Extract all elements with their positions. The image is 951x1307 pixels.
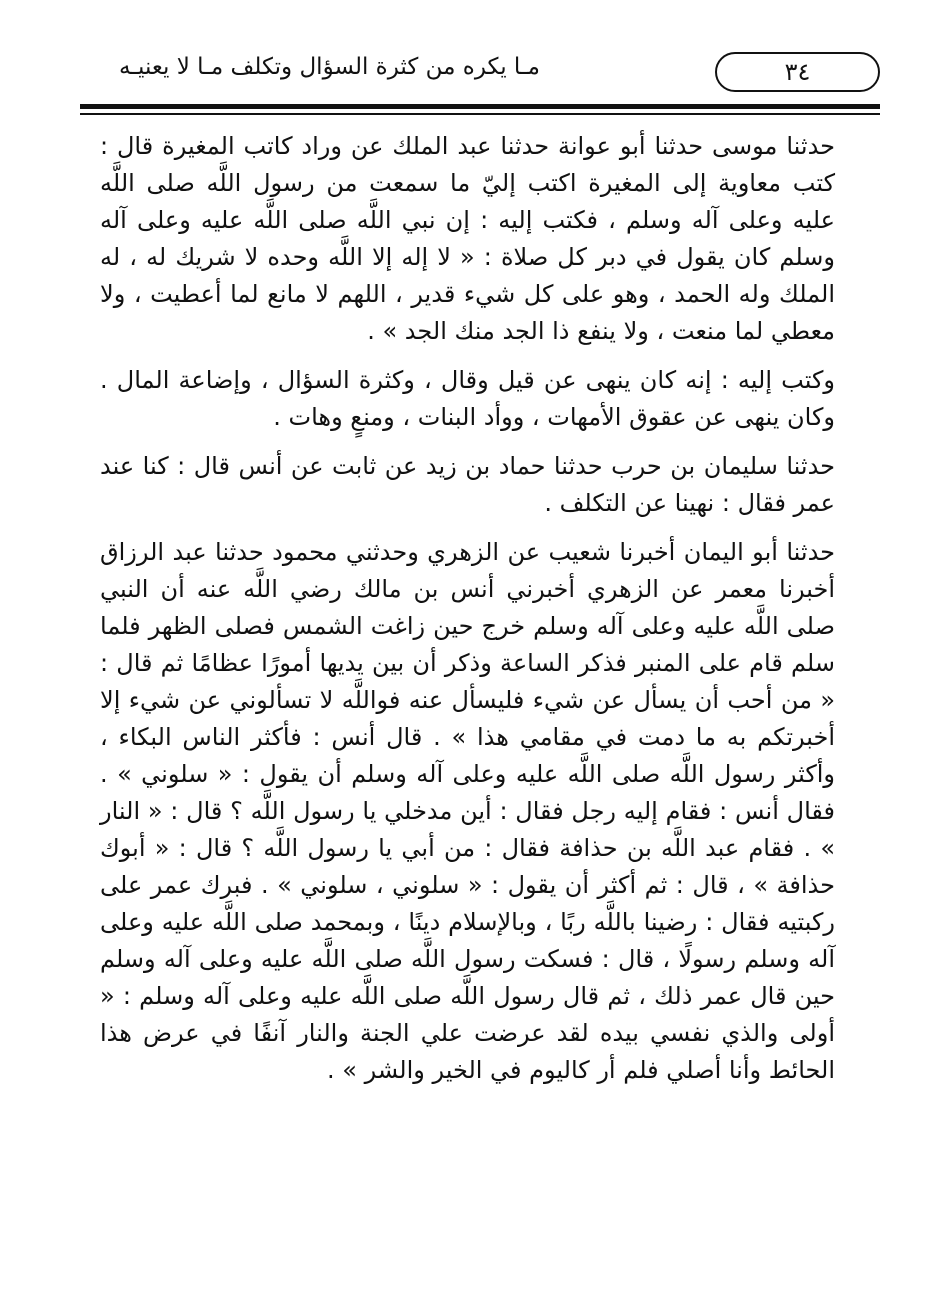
paragraph-4: حدثنا أبو اليمان أخبرنا شعيب عن الزهري وحدثني محمود حدثنا عبد الرزاق أخبرنا معمر عن الزهري أخبرني أنس بن مالك رضي اللَّه عنه أن النبي صلى اللَّه عليه وعلى آله وسلم خرج حين زاغت الشمس فصلى الظهر فلما سلم قام على المنبر فذكر الساعة وذكر أن بين يديها أمورًا عظامًا ثم قال : « من أحب أن يسأل عن شيء فليسأل عنه فواللَّه لا تسألوني عن شيء إلا أخبرتكم به ما دمت في مقامي هذا » . قال أنس : فأكثر الناس البكاء ، وأكثر رسول اللَّه صلى اللَّه عليه وعلى آله وسلم أن يقول : « سلوني » . فقال أنس : فقام إليه رجل فقال : أين مدخلي يا رسول اللَّه ؟ قال : « النار » . فقام عبد اللَّه بن حذافة فقال : من أبي يا رسول اللَّه ؟ قال : « أبوك حذافة » ، قال : ثم أكثر أن يقول : « سلوني ، سلوني » . فبرك عمر على ركبتيه فقال : رضينا باللَّه ربًا ، وبالإسلام دينًا ، وبمحمد صلى اللَّه عليه وعلى آله وسلم رسولًا ، قال : فسكت رسول اللَّه صلى اللَّه عليه وعلى آله وسلم حين قال عمر ذلك ، ثم قال رسول اللَّه صلى اللَّه عليه وعلى آله وسلم : « أولى والذي نفسي بيده لقد عرضت علي الجنة والنار آنفًا في عرض هذا الحائط وأنا أصلي فلم أر كاليوم في الخير والشر » .	[100, 538, 835, 1084]
paragraph-2: وكتب إليه : إنه كان ينهى عن قيل وقال ، وكثرة السؤال ، وإضاعة المال . وكان ينهى عن عقوق الأمهات ، ووأد البنات ، ومنعٍ وهات .	[100, 366, 835, 431]
page-body	[100, 128, 835, 1089]
header-rule-thin	[80, 113, 880, 115]
running-header	[80, 52, 880, 108]
header-rule-thick	[80, 104, 880, 109]
paragraph-1: حدثنا موسى حدثنا أبو عوانة حدثنا عبد الملك عن وراد كاتب المغيرة قال : كتب معاوية إلى المغيرة اكتب إليّ ما سمعت من رسول اللَّه صلى اللَّه عليه وعلى آله وسلم ، فكتب إليه : إن نبي اللَّه صلى اللَّه عليه وعلى آله وسلم كان يقول في دبر كل صلاة : « لا إله إلا اللَّه وحده لا شريك له ، له الملك وله الحمد ، وهو على كل شيء قدير ، اللهم لا مانع لما أعطيت ، ولا معطي لما منعت ، ولا ينفع ذا الجد منك الجد » .	[100, 132, 835, 345]
header-title: مـا يكره من كثرة السؤال وتكلف مـا لا يعنيـه	[118, 54, 540, 80]
paragraph-3: حدثنا سليمان بن حرب حدثنا حماد بن زيد عن ثابت عن أنس قال : كنا عند عمر فقال : نهينا عن التكلف .	[100, 452, 835, 517]
page-number-badge: ٣٤	[715, 52, 880, 92]
